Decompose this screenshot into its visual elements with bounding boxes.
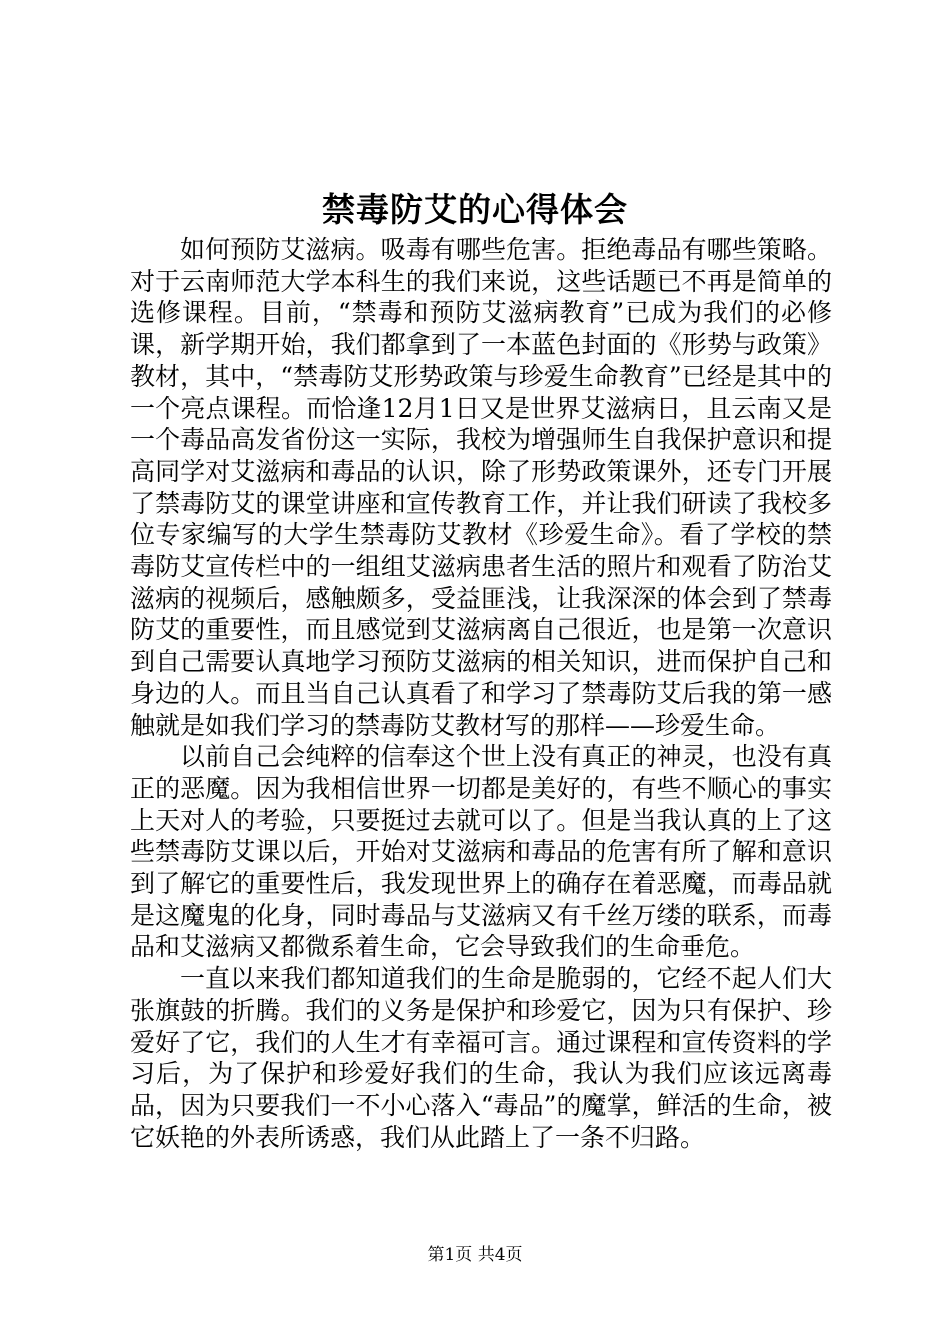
document-body [130, 234, 832, 1153]
page-number-footer: 第1页 共4页 [427, 1245, 523, 1265]
paragraph-2: 以前自己会纯粹的信奉这个世上没有真正的神灵，也没有真正的恶魔。因为我相信世界一切都是美好的，有些不顺心的事实上天对人的考验，只要挺过去就可以了。但是当我认真的上了这些禁毒防艾课以后，开始对艾滋病和毒品的危害有所了解和意识到了解它的重要性后，我发现世界上的确存在着恶魔，而毒品就是这魔鬼的化身，同时毒品与艾滋病又有千丝万缕的联系，而毒品和艾滋病又都微系着生命，它会导致我们的生命垂危。 [130, 742, 832, 962]
document-title: 禁毒防艾的心得体会 [322, 190, 628, 229]
paragraph-1: 如何预防艾滋病。吸毒有哪些危害。拒绝毒品有哪些策略。对于云南师范大学本科生的我们来说，这些话题已不再是简单的选修课程。目前，“禁毒和预防艾滋病教育”已成为我们的必修课，新学期开始，我们都拿到了一本蓝色封面的《形势与政策》教材，其中，“禁毒防艾形势政策与珍爱生命教育”已经是其中的一个亮点课程。而恰逢12月1日又是世界艾滋病日，且云南又是一个毒品高发省份这一实际，我校为增强师生自我保护意识和提高同学对艾滋病和毒品的认识，除了形势政策课外，还专门开展了禁毒防艾的课堂讲座和宣传教育工作，并让我们研读了我校多位专家编写的大学生禁毒防艾教材《珍爱生命》。看了学校的禁毒防艾宣传栏中的一组组艾滋病患者生活的照片和观看了防治艾滋病的视频后，感触颇多，受益匪浅，让我深深的体会到了禁毒防艾的重要性，而且感觉到艾滋病离自己很近，也是第一次意识到自己需要认真地学习预防艾滋病的相关知识，进而保护自己和身边的人。而且当自己认真看了和学习了禁毒防艾后我的第一感触就是如我们学习的禁毒防艾教材写的那样——珍爱生命。 [130, 235, 832, 740]
paragraph-3: 一直以来我们都知道我们的生命是脆弱的，它经不起人们大张旗鼓的折腾。我们的义务是保护和珍爱它，因为只有保护、珍爱好了它，我们的人生才有幸福可言。通过课程和宣传资料的学习后，为了保护和珍爱好我们的生命，我认为我们应该远离毒品，因为只要我们一不小心落入“毒品”的魔掌，鲜活的生命，被它妖艳的外表所诱惑，我们从此踏上了一条不归路。 [130, 964, 832, 1152]
